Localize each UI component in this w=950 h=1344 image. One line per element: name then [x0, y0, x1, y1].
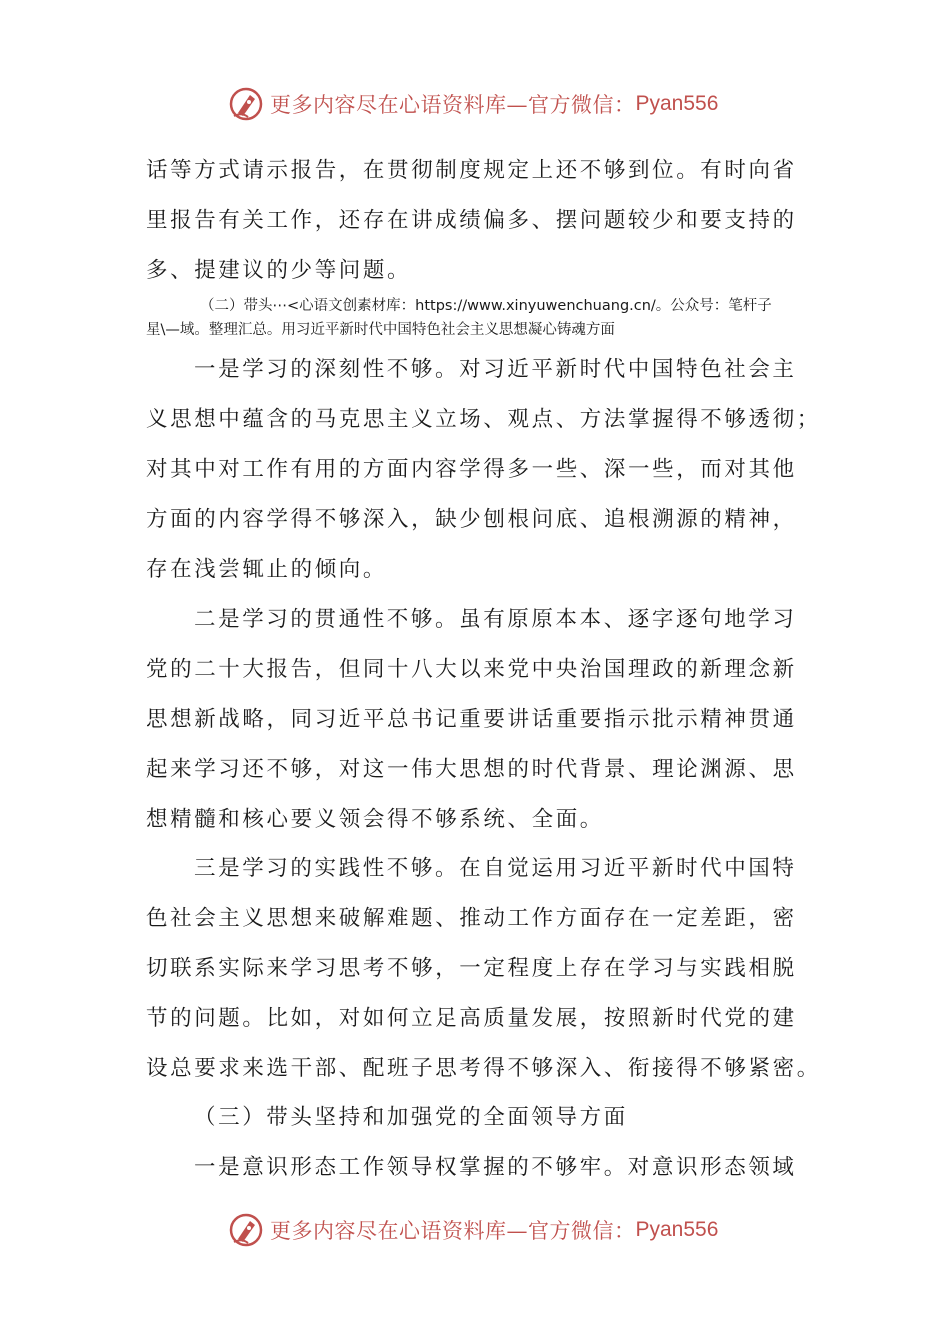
paragraph-first-line: 一是意识形态工作领导权掌握的不够牢。对意识形态领域	[194, 1155, 797, 1180]
footer-banner-handle: Pyan556	[635, 1218, 719, 1241]
paragraph-first-line: 一是学习的深刻性不够。对习近平新时代中国特色社会主	[194, 357, 797, 382]
pen-nib-logo-icon	[228, 1212, 264, 1248]
body-line: 设总要求来选干部、配班子思考得不够深入、衔接得不够紧密。	[146, 1056, 821, 1081]
body-line: 义思想中蕴含的马克思主义立场、观点、方法掌握得不够透彻；	[146, 407, 821, 432]
body-line: 色社会主义思想来破解难题、推动工作方面存在一定差距，密	[146, 906, 797, 931]
paragraph-first-line: 三是学习的实践性不够。在自觉运用习近平新时代中国特	[194, 856, 797, 881]
watermark-note-line2: 星\—域。整理汇总。用习近平新时代中国特色社会主义思想凝心铸魂方面	[146, 322, 615, 338]
body-line: 思想新战略，同习近平总书记重要讲话重要指示批示精神贯通	[146, 707, 797, 732]
body-line: 切联系实际来学习思考不够，一定程度上存在学习与实践相脱	[146, 956, 797, 981]
body-line: 想精髓和核心要义领会得不够系统、全面。	[146, 807, 604, 832]
footer-banner-text: 更多内容尽在心语资料库—官方微信：	[270, 1219, 636, 1243]
header-banner	[228, 84, 718, 124]
footer-banner	[228, 1210, 718, 1250]
body-line: 节的问题。比如，对如何立足高质量发展，按照新时代党的建	[146, 1006, 797, 1031]
header-banner-handle: Pyan556	[635, 92, 719, 115]
body-line: 存在浅尝辄止的倾向。	[146, 557, 388, 582]
section-heading: （三）带头坚持和加强党的全面领导方面	[194, 1105, 628, 1130]
paragraph-first-line: 二是学习的贯通性不够。虽有原原本本、逐字逐句地学习	[194, 607, 797, 632]
body-line: 方面的内容学得不够深入，缺少刨根问底、追根溯源的精神，	[146, 507, 797, 532]
header-banner-text: 更多内容尽在心语资料库—官方微信：	[270, 93, 636, 117]
body-line: 话等方式请示报告，在贯彻制度规定上还不够到位。有时向省	[146, 158, 797, 183]
body-line: 里报告有关工作，还存在讲成绩偏多、摆问题较少和要支持的	[146, 208, 797, 233]
pen-nib-logo-icon	[228, 86, 264, 122]
body-line: 多、提建议的少等问题。	[146, 258, 412, 283]
body-line: 起来学习还不够，对这一伟大思想的时代背景、理论渊源、思	[146, 757, 797, 782]
body-line: 对其中对工作有用的方面内容学得多一些、深一些，而对其他	[146, 457, 797, 482]
watermark-note-line1: （二）带头⋯<心语文创素材库：https://www.xinyuwenchuang.cn/。公众号：笔杆子	[200, 298, 772, 314]
body-line: 党的二十大报告，但同十八大以来党中央治国理政的新理念新	[146, 657, 797, 682]
